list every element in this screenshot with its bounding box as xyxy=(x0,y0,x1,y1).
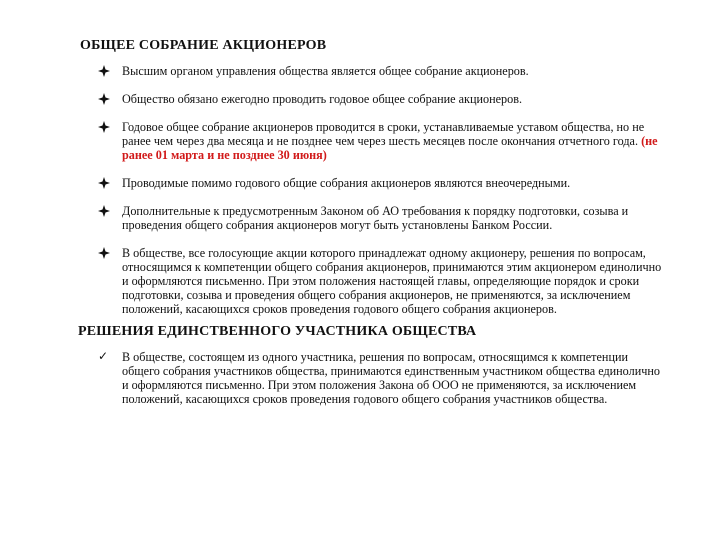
list-item-text: Высшим органом управления общества является общее собрание акционеров. xyxy=(122,64,529,78)
section-title-general-meeting: ОБЩЕЕ СОБРАНИЕ АКЦИОНЕРОВ xyxy=(80,38,327,53)
list-item xyxy=(80,246,664,316)
list-item xyxy=(80,92,664,106)
highlight-date-range: (не ранее 01 марта и не позднее 30 июня) xyxy=(122,134,658,162)
list-item xyxy=(80,120,664,162)
list-item xyxy=(80,350,664,406)
diamond-bullet-icon xyxy=(98,205,110,217)
list-item-text: Общество обязано ежегодно проводить годовое общее собрание акционеров. xyxy=(122,92,523,106)
sole-participant-list xyxy=(80,350,664,406)
list-item-text: В обществе, состоящем из одного участника, решения по вопросам, относящимся к компетенции общего собрания участников общества, принимаются единственным участником общества единолично и оформляются письменно. При этом положения Закона об ООО не применяются, за исключением положений, касающихся сроков проведения годового общего собрания участников общества. xyxy=(122,350,660,406)
diamond-bullet-icon xyxy=(98,177,110,189)
list-item xyxy=(80,204,664,232)
list-item-text: Годовое общее собрание акционеров проводится в сроки, устанавливаемые уставом общества, но не ранее чем через два месяца и не позднее чем через шесть месяцев после окончания отчетного года. xyxy=(122,120,645,148)
list-item-text: В обществе, все голосующие акции которого принадлежат одному акционеру, решения по вопросам, относящимся к компетенции общего собрания акционеров, принимаются этим акционером единолично и оформляются письменно. При этом положения настоящей главы, определяющие порядок и сроки подготовки, созыва и проведения общего собрания акционеров, не применяются, за исключением положений, касающихся сроков проведения годового общего собрания акционеров. xyxy=(122,246,662,316)
list-item xyxy=(80,64,664,78)
general-meeting-list xyxy=(80,64,664,316)
list-item-text: Проводимые помимо годового общие собрания акционеров являются внеочередными. xyxy=(122,176,571,190)
list-item xyxy=(80,176,664,190)
checkmark-icon: ✓ xyxy=(98,349,109,363)
section-title-sole-participant: РЕШЕНИЯ ЕДИНСТВЕННОГО УЧАСТНИКА ОБЩЕСТВА xyxy=(78,324,477,339)
diamond-bullet-icon xyxy=(98,65,110,77)
diamond-bullet-icon xyxy=(98,93,110,105)
diamond-bullet-icon xyxy=(98,121,110,133)
diamond-bullet-icon xyxy=(98,247,110,259)
list-item-text: Дополнительные к предусмотренным Законом об АО требования к порядку подготовки, созыва и проведения общего собрания акционеров могут быть установлены Банком России. xyxy=(122,204,629,232)
